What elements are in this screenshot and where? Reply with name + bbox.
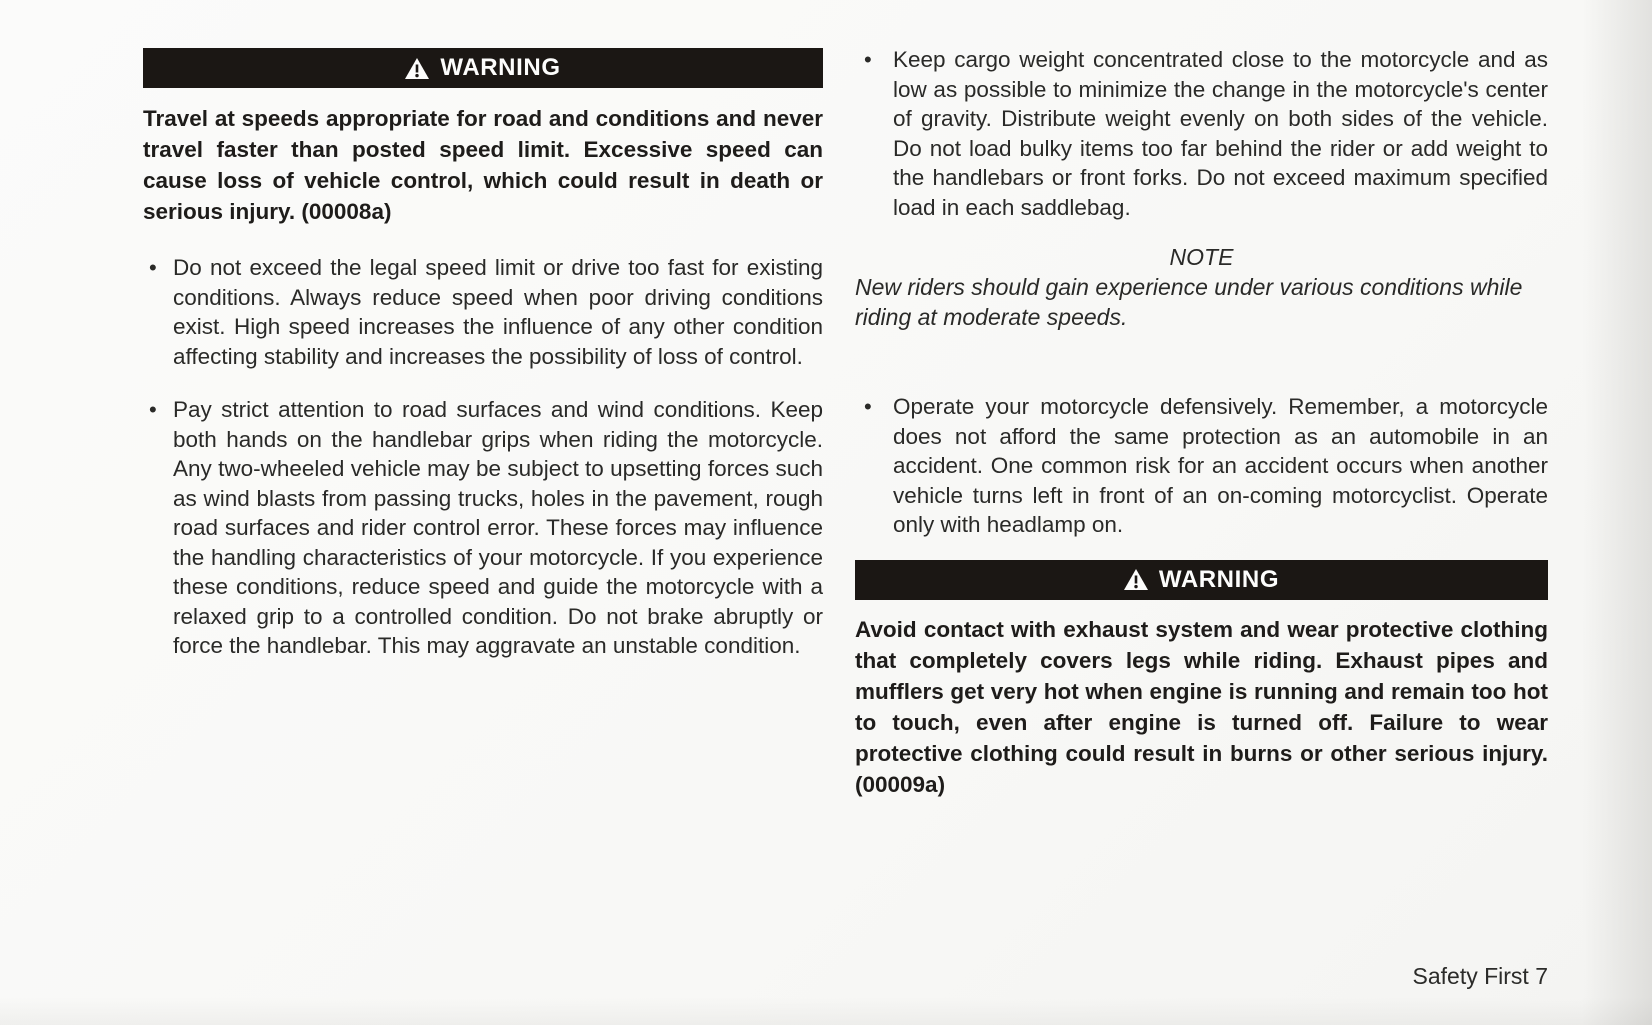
page-footer: Safety First 7 bbox=[1412, 963, 1548, 989]
safety-bullet-list bbox=[855, 45, 1548, 222]
warning-body-text: Travel at speeds appropriate for road and conditions and never travel faster than posted speed limit. Excessive speed can cause loss of vehicle control, which could result in death or serious injury. (00008a) bbox=[143, 106, 823, 224]
safety-bullet-list bbox=[855, 392, 1548, 540]
bullet-icon: • bbox=[149, 397, 157, 422]
scan-edge-shadow bbox=[0, 997, 1652, 1025]
bullet-text: Keep cargo weight concentrated close to the motorcycle and as low as possible to minimize the change in the motorcycle's center of gravity. Distribute weight evenly on both sides of the vehicle. Do not load bulky items too far behind the rider or add weight to the handlebars or front forks. Do not exceed maximum specified load in each saddlebag. bbox=[893, 47, 1548, 220]
warning-header-bar bbox=[855, 560, 1548, 600]
bullet-icon: • bbox=[864, 394, 872, 419]
warning-header-label: WARNING bbox=[440, 54, 561, 81]
left-column bbox=[143, 48, 823, 661]
right-column bbox=[855, 45, 1548, 800]
bullet-text: Pay strict attention to road surfaces and wind conditions. Keep both hands on the handlebar grips when riding the motorcycle. Any two-wheeled vehicle may be subject to upsetting forces such as wind blasts from passing trucks, holes in the pavement, rough road surfaces and rider control error. These forces may influence the handling characteristics of your motorcycle. If you experience these conditions, reduce speed and guide the motorcycle with a relaxed grip to a controlled condition. Do not brake abruptly or force the handlebar. This may aggravate an unstable condition. bbox=[173, 397, 823, 658]
warning-triangle-icon bbox=[1124, 569, 1148, 590]
safety-bullet-list bbox=[143, 253, 823, 661]
bullet-text: Do not exceed the legal speed limit or drive too fast for existing conditions. Always reduce speed when poor driving conditions exist. High speed increases the influence of any other condition affecting stability and increases the possibility of loss of control. bbox=[173, 255, 823, 369]
warning-header-label: WARNING bbox=[1158, 565, 1280, 593]
list-item bbox=[143, 395, 823, 661]
bullet-icon: • bbox=[149, 255, 157, 280]
warning-triangle-icon bbox=[405, 58, 429, 79]
bullet-icon: • bbox=[864, 47, 872, 72]
bullet-text: Operate your motorcycle defensively. Remember, a motorcycle does not afford the same protection as an automobile in an accident. One common risk for an accident occurs when another vehicle turns left in front of an on-coming motorcyclist. Operate only with headlamp on. bbox=[893, 394, 1548, 537]
list-item bbox=[143, 253, 823, 371]
list-item bbox=[855, 392, 1548, 540]
warning-header-bar bbox=[143, 48, 823, 88]
list-item bbox=[855, 45, 1548, 222]
note-heading: NOTE bbox=[1169, 244, 1234, 270]
scan-edge-shadow bbox=[1582, 0, 1652, 1025]
note-body-text: New riders should gain experience under various conditions while riding at moderate speeds. bbox=[855, 274, 1523, 330]
warning-body-text: Avoid contact with exhaust system and wear protective clothing that completely covers legs while riding. Exhaust pipes and mufflers get very hot when engine is running and remain too hot to touch, even after engine is turned off. Failure to wear protective clothing could result in burns or other serious injury. (00009a) bbox=[855, 616, 1548, 797]
